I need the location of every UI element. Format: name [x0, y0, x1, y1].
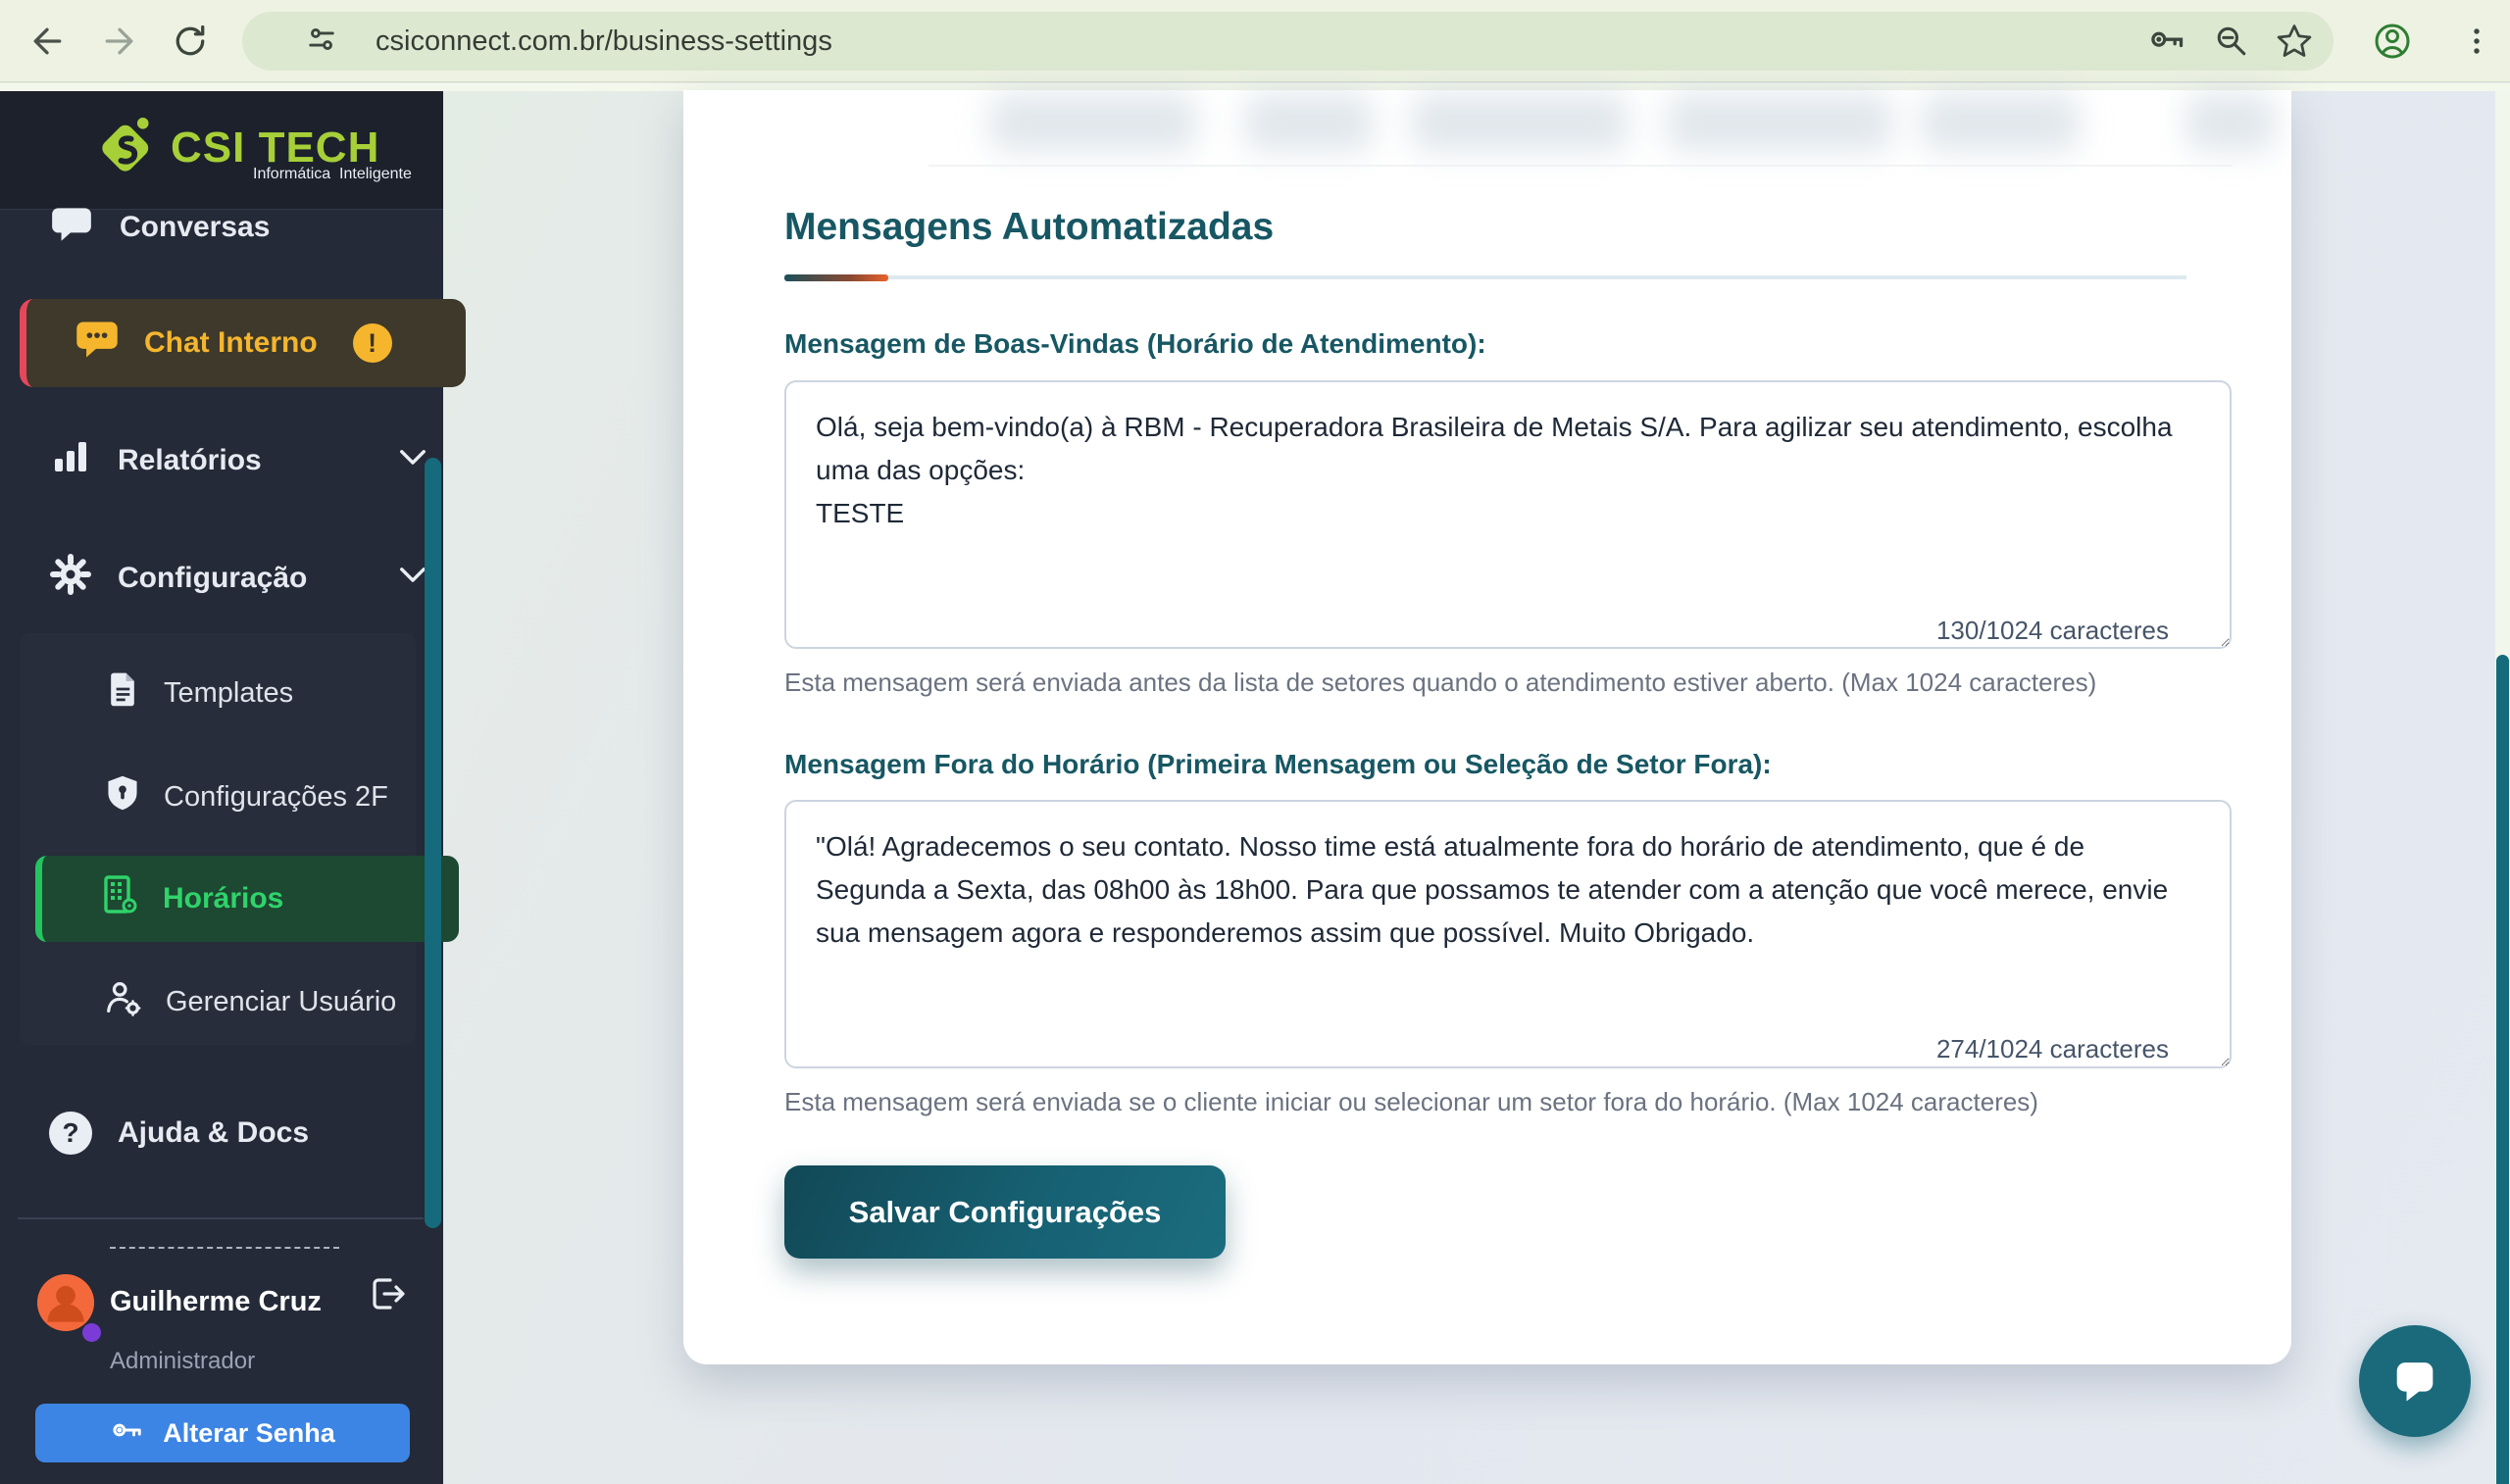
browser-toolbar: [0, 0, 2510, 82]
sidebar-item-label: Gerenciar Usuário: [166, 985, 397, 1017]
sidebar-item-configuracao[interactable]: [0, 548, 492, 609]
csi-logo-icon: [98, 109, 161, 186]
title-underline: [784, 275, 2186, 279]
sidebar-item-ajuda-docs[interactable]: [0, 1103, 492, 1163]
password-key-icon[interactable]: [2145, 20, 2188, 63]
chat-fab-button[interactable]: [2359, 1325, 2471, 1437]
sidebar: [0, 91, 443, 1484]
blurred-content: [1412, 94, 1628, 151]
faint-divider: [929, 165, 2233, 167]
title-accent: [784, 274, 888, 281]
building-gear-icon: [98, 873, 141, 924]
off-hours-message-textarea[interactable]: [784, 800, 2232, 1068]
back-icon[interactable]: [25, 20, 69, 63]
sidebar-item-label: Configuração: [118, 562, 308, 594]
change-password-label: Alterar Senha: [163, 1417, 335, 1448]
sidebar-item-label: Horários: [163, 882, 284, 915]
key-icon: [110, 1412, 145, 1455]
chat-bubble-icon: [2384, 1349, 2445, 1414]
blurred-content: [1245, 94, 1373, 151]
sidebar-item-label: Chat Interno: [144, 326, 318, 359]
chat-dots-icon: [74, 316, 121, 371]
welcome-message-label: Mensagem de Boas-Vindas (Horário de Atendimento):: [784, 328, 1486, 359]
sidebar-item-label: Ajuda & Docs: [118, 1116, 310, 1149]
help-question-icon: ?: [49, 1112, 92, 1155]
sidebar-item-conversas[interactable]: [0, 197, 492, 258]
off-hours-message-label: Mensagem Fora do Horário (Primeira Mensagem ou Seleção de Setor Fora):: [784, 749, 1772, 779]
shield-lock-icon: [103, 773, 142, 820]
status-dot: [82, 1323, 101, 1342]
page-scrollbar-thumb[interactable]: [2496, 655, 2509, 1484]
sidebar-item-label: Conversas: [120, 211, 271, 243]
user-section-dashed-divider: [110, 1247, 339, 1249]
chat-bubble-icon: [49, 201, 94, 254]
settings-card: [683, 90, 2291, 1364]
save-settings-button[interactable]: Salvar Configurações: [784, 1165, 1226, 1259]
sidebar-item-chat-interno[interactable]: [20, 299, 466, 387]
sidebar-item-label: Relatórios: [118, 444, 262, 476]
blurred-content: [1922, 94, 2079, 151]
blurred-content: [1667, 94, 1892, 151]
alert-badge: !: [353, 323, 392, 363]
welcome-char-counter: 130/1024 caracteres: [1935, 616, 2169, 645]
sidebar-item-label: Configurações 2F: [164, 780, 388, 813]
page-title: Mensagens Automatizadas: [784, 206, 1275, 248]
user-gear-icon: [103, 977, 144, 1026]
forward-icon[interactable]: [98, 20, 141, 63]
gear-icon: [49, 553, 92, 604]
sidebar-item-relatorios[interactable]: [0, 430, 492, 491]
user-avatar: [37, 1274, 94, 1331]
blurred-content: [2186, 94, 2275, 151]
profile-avatar-icon[interactable]: [2371, 20, 2414, 63]
logo-block: [0, 91, 443, 210]
configuracao-submenu: [20, 633, 416, 1045]
change-password-button[interactable]: [35, 1404, 410, 1462]
bookmark-star-icon[interactable]: [2273, 20, 2316, 63]
brand-name: CSI TECH: [171, 123, 380, 172]
document-icon: [103, 669, 142, 717]
brand-tagline: Informática Inteligente: [253, 166, 412, 182]
tune-icon[interactable]: [300, 18, 343, 61]
welcome-helper-text: Esta mensagem será enviada antes da lista de setores quando o atendimento estiver aberto. (Max 1024 caracteres): [784, 668, 2097, 697]
bar-chart-icon: [49, 435, 92, 486]
welcome-message-textarea[interactable]: [784, 380, 2232, 649]
user-role: Administrador: [110, 1348, 256, 1374]
off-hours-helper-text: Esta mensagem será enviada se o cliente iniciar ou selecionar um setor fora do horário. (Max 1024 caracteres): [784, 1087, 2038, 1116]
url-text[interactable]: csiconnect.com.br/business-settings: [376, 25, 832, 57]
user-name: Guilherme Cruz: [110, 1286, 322, 1317]
reload-icon[interactable]: [169, 20, 212, 63]
zoom-out-icon[interactable]: [2210, 20, 2253, 63]
blurred-content: [990, 94, 1196, 151]
sidebar-divider: [18, 1217, 424, 1219]
sidebar-item-horarios[interactable]: [35, 856, 459, 942]
logout-icon[interactable]: [365, 1272, 408, 1315]
sidebar-item-label: Templates: [164, 676, 294, 709]
off-hours-char-counter: 274/1024 caracteres: [1935, 1034, 2169, 1064]
sidebar-scrollbar-thumb[interactable]: [425, 458, 441, 1228]
browser-menu-icon[interactable]: [2455, 20, 2498, 63]
